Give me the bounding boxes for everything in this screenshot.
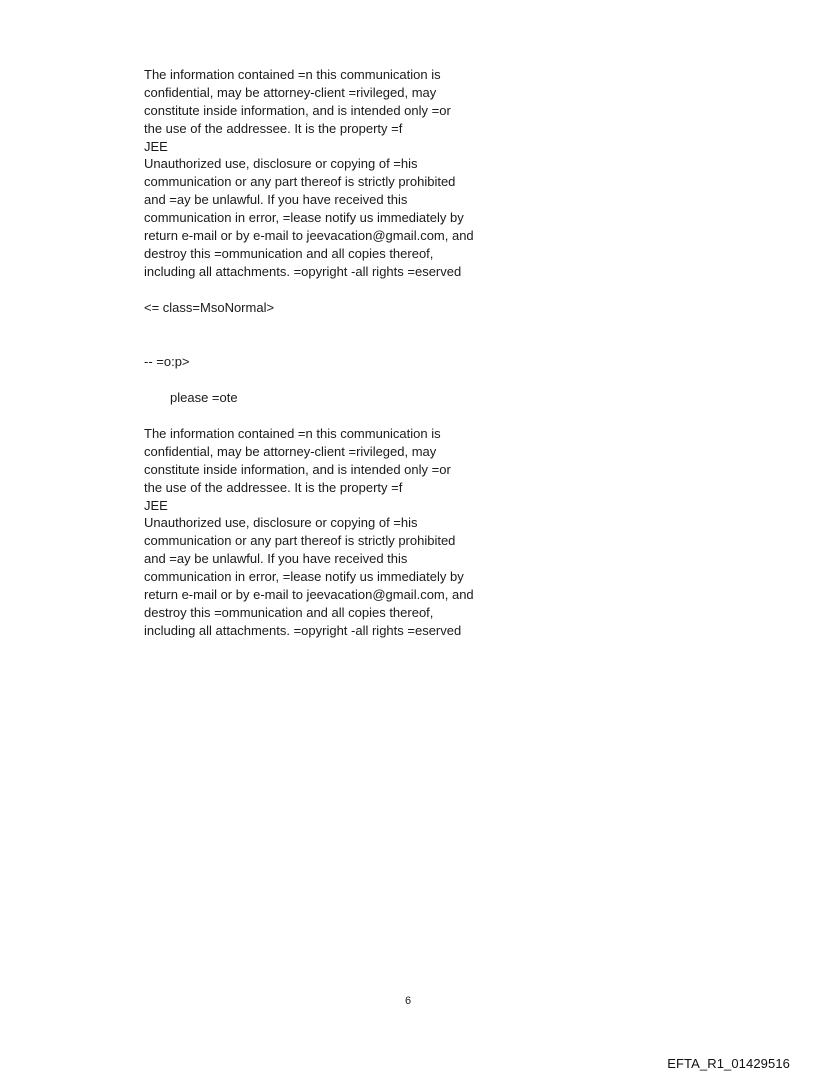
disclaimer-line: the use of the addressee. It is the property =f (144, 479, 403, 495)
confidentiality-disclaimer-2 (144, 425, 474, 640)
disclaimer-line: return e-mail or by e-mail to jeevacation@gmail.com, and (144, 587, 474, 603)
mso-class-line: <= class=MsoNormal> (144, 300, 275, 315)
disclaimer-line: communication in error, =lease notify us immediately by (144, 210, 464, 226)
disclaimer-line: return e-mail or by e-mail to jeevacation@gmail.com, and (144, 228, 474, 244)
disclaimer-line: including all attachments. =opyright -all rights =eserved (144, 622, 462, 638)
op-tag-line: -- =o:p> (144, 354, 190, 369)
bates-number: EFTA_R1_01429516 (667, 1056, 790, 1071)
disclaimer-line: destroy this =ommunication and all copies thereof, (144, 245, 434, 261)
disclaimer-line: The information contained =n this communication is (144, 426, 441, 441)
disclaimer-line: and =ay be unlawful. If you have received this (144, 551, 408, 567)
page-number: 6 (404, 995, 412, 1007)
confidentiality-disclaimer-1 (144, 66, 474, 281)
disclaimer-line: constitute inside information, and is intended only =or (144, 461, 451, 477)
disclaimer-line: confidential, may be attorney-client =rivileged, may (144, 84, 437, 100)
disclaimer-line: destroy this =ommunication and all copies thereof, (144, 604, 434, 620)
disclaimer-line: Unauthorized use, disclosure or copying of =his (144, 515, 418, 531)
disclaimer-line: and =ay be unlawful. If you have received this (144, 192, 408, 208)
disclaimer-line: The information contained =n this communication is (144, 67, 441, 82)
disclaimer-line: confidential, may be attorney-client =rivileged, may (144, 443, 437, 459)
disclaimer-line: communication in error, =lease notify us immediately by (144, 569, 464, 585)
disclaimer-line: communication or any part thereof is strictly prohibited (144, 174, 456, 190)
disclaimer-line: JEE (144, 138, 168, 154)
disclaimer-line: Unauthorized use, disclosure or copying of =his (144, 156, 418, 172)
please-note-line: please =ote (170, 390, 238, 405)
disclaimer-line: the use of the addressee. It is the property =f (144, 120, 403, 136)
disclaimer-line: JEE (144, 497, 168, 513)
disclaimer-line: constitute inside information, and is intended only =or (144, 102, 451, 118)
disclaimer-line: communication or any part thereof is strictly prohibited (144, 533, 456, 549)
disclaimer-line: including all attachments. =opyright -all rights =eserved (144, 263, 462, 279)
